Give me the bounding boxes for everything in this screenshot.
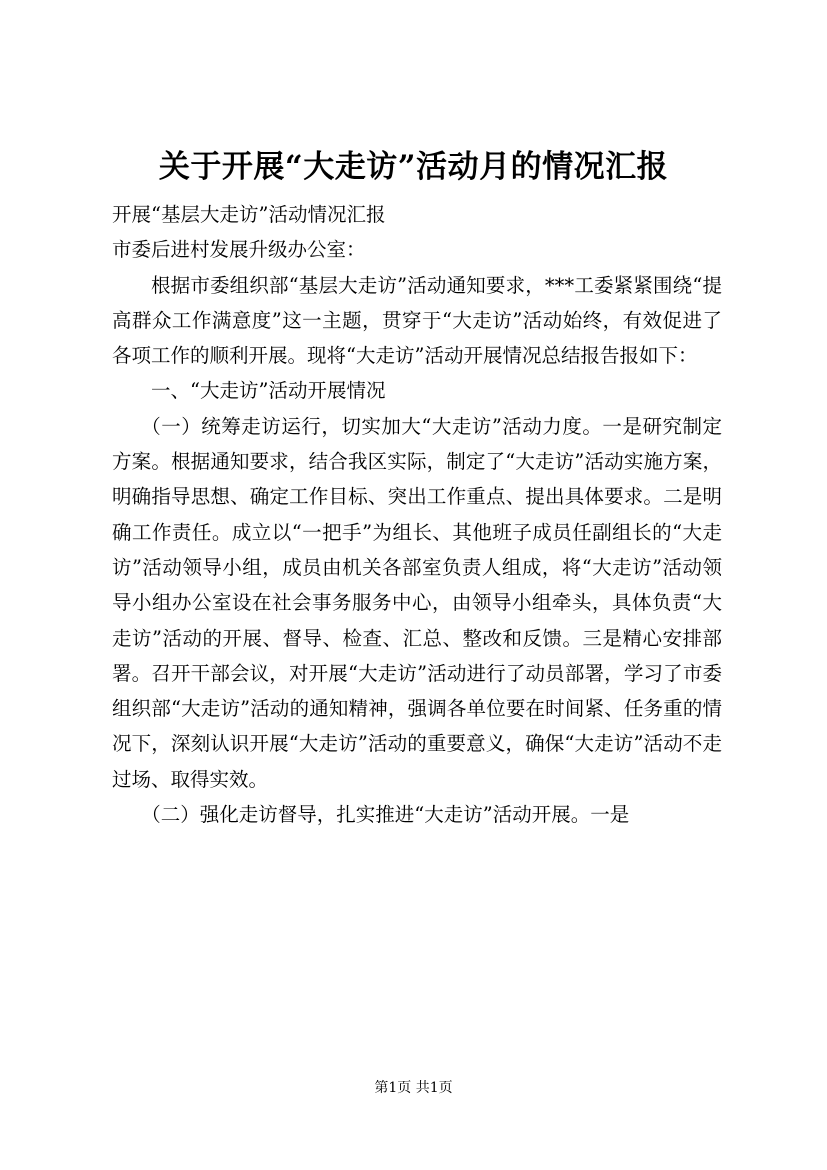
document-title: 关于开展“大走访”活动月的情况汇报 [158, 149, 669, 185]
document-body [112, 197, 722, 832]
section-heading-1: 一、“大走访”活动开展情况 [151, 379, 386, 403]
page-footer: 第1页 共1页 [374, 1080, 453, 1096]
paragraph-intro: 根据市委组织部“基层大走访”活动通知要求，***工委紧紧围绕“提高群众工作满意度”这一主题，贯穿于“大走访”活动始终，有效促进了各项工作的顺利开展。现将“大走访”活动开展情况总结报告报如下： [112, 273, 722, 368]
paragraph-section-1-2: （二）强化走访督导，扎实推进“大走访”活动开展。一是 [141, 803, 630, 827]
document-subtitle: 开展“基层大走访”活动情况汇报 [112, 203, 386, 226]
paragraph-section-1-1: （一）统筹走访运行，切实加大“大走访”活动力度。一是研究制定方案。根据通知要求，结合我区实际，制定了“大走访”活动实施方案，明确指导思想、确定工作目标、突出工作重点、提出具体要求。二是明确工作责任。成立以“一把手”为组长、其他班子成员任副组长的“大走访”活动领导小组，成员由机关各部室负责人组成，将“大走访”活动领导小组办公室设在社会事务服务中心，由领导小组牵头，具体负责“大走访”活动的开展、督导、检查、汇总、整改和反馈。三是精心安排部署。召开干部会议，对开展“大走访”活动进行了动员部署，学习了市委组织部“大走访”活动的通知精神，强调各单位要在时间紧、任务重的情况下，深刻认识开展“大走访”活动的重要意义，确保“大走访”活动不走过场、取得实效。 [112, 414, 722, 791]
salutation: 市委后进村发展升级办公室： [112, 238, 366, 262]
